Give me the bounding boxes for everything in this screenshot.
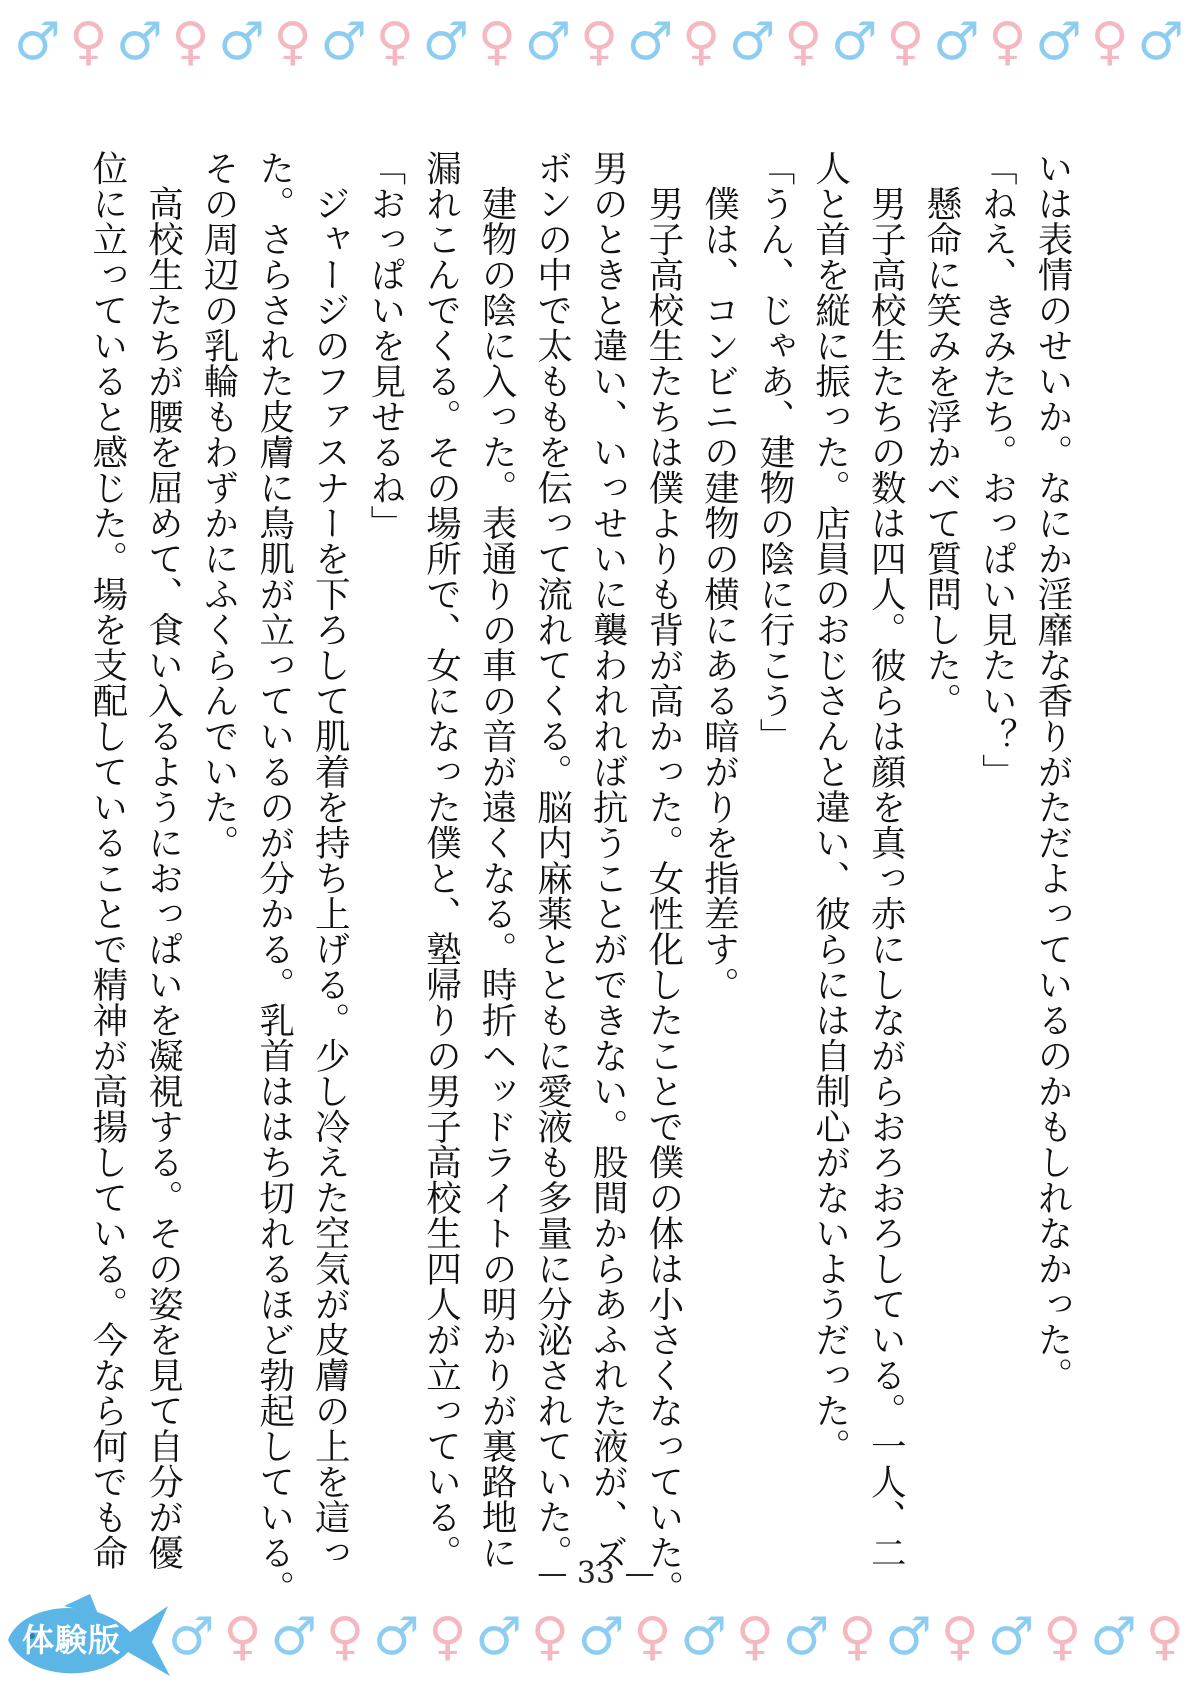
text-column-17: 高校生たちが腰を屈めて、食い入るようにおっぱいを凝視する。その姿を見て自分が優 [142,150,184,1570]
male-symbol-icon: ♂ [626,12,674,72]
male-symbol-icon: ♂ [116,12,163,72]
female-symbol-icon: ♀ [477,12,516,72]
male-symbol-icon: ♂ [885,1607,932,1667]
female-symbol-icon: ♀ [325,1607,365,1667]
text-column-11: 建物の陰に入った。表通りの車の音が遠くなる。時折ヘッドライトの明かりが裏路地に [476,150,518,1570]
text-column-14: ジャージのファスナーを下ろして肌着を持ち上げる。少し冷えた空気が皮膚の上を這っ [309,150,351,1570]
female-symbol-icon: ♀ [988,12,1027,72]
male-symbol-icon: ♂ [218,12,265,72]
text-column-18: 位に立っていると感じた。場を支配していることで精神が高揚している。今なら何でも命 [86,150,128,1570]
page-number: — 33 — [537,1556,655,1591]
female-symbol-icon: ♀ [1145,1607,1184,1667]
text-column-4: 男子高校生たちの数は四人。彼らは顔を真っ赤にしながらおろおろしている。一人、二 [865,150,907,1570]
male-symbol-icon: ♂ [577,1607,625,1667]
male-symbol-icon: ♂ [168,1607,215,1667]
text-column-1: いは表情のせいか。なにか淫靡な香りがただよっているのかもしれなかった。 [1032,150,1073,1393]
text-column-16: その周辺の乳輪もわずかにふくらんでいた。 [198,150,240,860]
top-symbol-border [14,10,1184,74]
text-column-12: 漏れこんでくる。その場所で、女になった僕と、塾帰りの男子高校生四人が立っている。 [420,150,462,1570]
male-symbol-icon: ♂ [933,12,980,72]
male-symbol-icon: ♂ [1090,1607,1137,1667]
female-symbol-icon: ♀ [223,1607,262,1667]
male-symbol-icon: ♂ [1035,12,1082,72]
text-column-10: ボンの中で太ももを伝って流れてくる。脳内麻薬とともに愛液も多量に分泌されていた。 [531,150,573,1570]
trial-version-label: 体験版 [22,1621,122,1659]
male-symbol-icon: ♂ [422,12,470,72]
female-symbol-icon: ♀ [375,12,414,72]
female-symbol-icon: ♀ [171,12,210,72]
text-column-2: 「ねえ、きみたち。おっぱい見たい？」 [976,150,1018,789]
text-column-15: た。さらされた皮膚に鳥肌が立っているのが分かる。乳首ははち切れるほど勃起している。 [253,150,295,1606]
female-symbol-icon: ♀ [940,1607,979,1667]
male-symbol-icon: ♂ [1137,12,1184,72]
text-column-9: 男のときと違い、いっせいに襲われれば抗うことができない。股間からあふれた液が、ズ [587,150,629,1570]
female-symbol-icon: ♀ [1090,12,1129,72]
male-symbol-icon: ♂ [372,1607,420,1667]
male-symbol-icon: ♂ [270,1607,318,1667]
female-symbol-icon: ♀ [428,1607,467,1667]
text-column-6: 「うん、じゃあ、建物の陰に行こう」 [754,150,796,754]
text-column-13: 「おっぱいを見せるね」 [364,150,406,541]
male-symbol-icon: ♂ [524,12,572,72]
female-symbol-icon: ♀ [69,12,108,72]
female-symbol-icon: ♀ [273,12,312,72]
text-column-5: 人と首を縦に振った。店員のおじさんと違い、彼らには自制心がないようだった。 [809,150,851,1464]
male-symbol-icon: ♂ [475,1607,523,1667]
female-symbol-icon: ♀ [633,1607,672,1667]
male-symbol-icon: ♂ [14,12,61,72]
text-column-8: 男子高校生たちは僕よりも背が高かった。女性化したことで僕の体は小さくなっていた。 [642,150,684,1606]
female-symbol-icon: ♀ [838,1607,877,1667]
female-symbol-icon: ♀ [682,12,721,72]
female-symbol-icon: ♀ [579,12,619,72]
female-symbol-icon: ♀ [1043,1607,1082,1667]
male-symbol-icon: ♂ [320,12,367,72]
text-column-3: 懸命に笑みを浮かべて質問した。 [920,150,962,718]
male-symbol-icon: ♂ [728,12,776,72]
female-symbol-icon: ♀ [735,1607,774,1667]
bottom-symbol-border [168,1605,1184,1669]
female-symbol-icon: ♀ [784,12,823,72]
male-symbol-icon: ♂ [782,1607,830,1667]
male-symbol-icon: ♂ [680,1607,727,1667]
female-symbol-icon: ♀ [886,12,925,72]
text-column-7: 僕は、コンビニの建物の横にある暗がりを指差す。 [698,150,740,1002]
male-symbol-icon: ♂ [987,1607,1035,1667]
male-symbol-icon: ♂ [831,12,878,72]
female-symbol-icon: ♀ [530,1607,569,1667]
